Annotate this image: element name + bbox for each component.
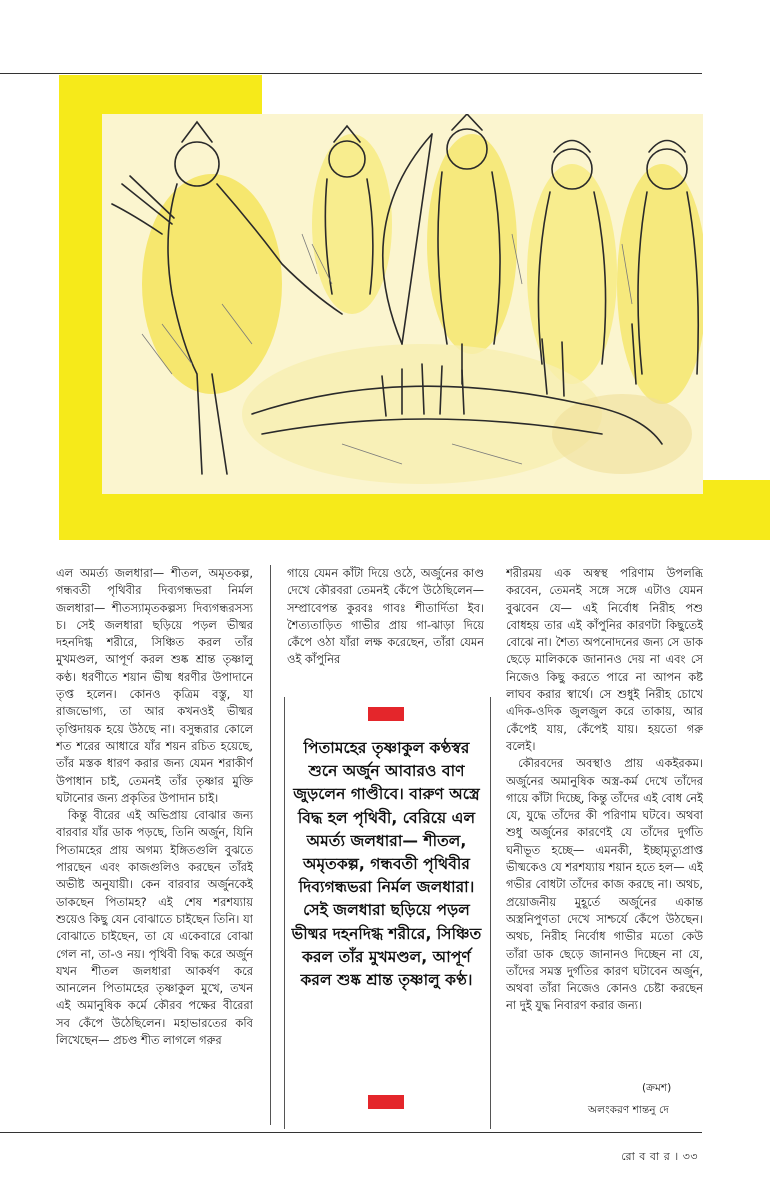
yellow-frame-bottom xyxy=(59,494,770,540)
continued-label: (ক্রমশ) xyxy=(642,1082,672,1094)
mahabharata-illustration xyxy=(102,114,703,494)
illustration-credit: অলংকরণ শান্তনু দে xyxy=(588,1104,669,1116)
article-column-3 xyxy=(506,565,703,1065)
page-footer xyxy=(621,1148,698,1167)
column3-paragraph-2: কৌরবদের অবস্থাও প্রায় একইরকম। অর্জুনের অমানুষিক অস্ত্র-কর্ম দেখে তাঁদের গায়ে কাঁটা দিচ্ছে, কিন্তু তাঁদের এই বোধ নেই যে, যুদ্ধে তাঁদের কী পরিণাম ঘটবে। অথবা শুধু অর্জুনের কারণেই যে তাঁদের দুর্গতি ঘনীভূত হচ্ছে— এমনকী, ইচ্ছামৃত্যুপ্রাপ্ত ভীষ্মকেও যে শরশয্যায় শয়ান হতে হল— এই গভীর বোধটা তাঁদের কাজ করছে না। অথচ, প্রয়োজনীয় মুহূর্তে অর্জুনের একান্ত অস্ত্রনিপুণতা দেখে সাশ্চর্যে কেঁপে উঠছেন। অথচ, নিরীহ নির্বোধ গাভীর মতো কেউ তাঁরা ডাক ছেড়ে জানানও দিচ্ছেন না যে, তাঁদের সমস্ত দুর্গতির কারণ ঘটাবেন অর্জুন, অথবা তাঁরা নিজেও কোনও চেষ্টা করছেন না দুই যুদ্ধ নিবারণ করার জন্য। xyxy=(506,756,703,1013)
column3-paragraph-1: শরীরময় এক অস্বস্থ পরিণাম উপলব্ধি করবেন, তেমনই সঙ্গে সঙ্গে এটাও যেমন বুঝবেন যে— এই নির্বোধ নিরীহ পশু বোধহয় তার এই কাঁপুনির কারণটা কিছুতেই বোঝে না। শৈত্য অপনোদনের জন্য সে ডাক ছেড়ে মালিককে জানানও দেয় না এবং সে নিজেও কিছু করতে পারে না আপন কষ্ট লাঘব করার স্বার্থে। সে শুধুই নিরীহ চোখে এদিক-ওদিক জুলজুল করে তাকায়, আর কেঁপেই যায়, কেঁপেই যায়। হয়তো গরু বলেই। xyxy=(506,566,703,753)
column-divider-1 xyxy=(270,565,271,1125)
article-column-1 xyxy=(56,565,253,1120)
footer-separator: । xyxy=(674,1150,679,1163)
pullquote-text: পিতামহের তৃষ্ণাকুল কণ্ঠস্বর শুনে অর্জুন আবারও বাণ জুড়লেন গাণ্ডীবে। বারুণ অস্ত্রে বিদ্ধ হল পৃথিবী, বেরিয়ে এল অমর্ত্য জলধারা— শীতল, অমৃতকল্প, গন্ধবতী পৃথিবীর দিব্যগন্ধভরা নির্মল জলধারা। সেই জলধারা ছড়িয়ে পড়ল ভীষ্মর দহনদিগ্ধ শরীরে, সিঞ্চিত করল তাঁর মুখমণ্ডল, আপূর্ণ করল শুষ্ক শ্রান্ত তৃষ্ণালু কণ্ঠ। xyxy=(291,739,482,990)
top-rule xyxy=(0,73,702,74)
column1-paragraph-1: এল অমর্ত্য জলধারা— শীতল, অমৃতকল্প, গন্ধবতী পৃথিবীর দিব্যগন্ধভরা নির্মল জলধারা— শীতস্যামৃতকল্পস্য দিব্যগন্ধরসস্য চ। সেই জলধারা ছড়িয়ে পড়ল ভীষ্মর দহনদিগ্ধ শরীরে, সিঞ্চিত করল তাঁর মুখমণ্ডল, আপূর্ণ করল শুষ্ক শ্রান্ত তৃষ্ণালু কণ্ঠ। ধরণীতে শয়ান ভীষ্ম ধরণীর উপাদানে তৃপ্ত হলেন। কোনও কৃত্রিম বস্তু, যা রাজভোগ্য, তা আর কখনওই ভীষ্মর তৃপ্তিদায়ক হয়ে উঠছে না। বসুন্ধরার কোলে শত শরের আধারে যাঁর শয়ন রচিত হয়েছে, তাঁর মস্তক ধারণ করার জন্য যেমন শরাকীর্ণ উপাধান চাই, তেমনই তাঁর তৃষ্ণার মুক্তি ঘটানোর জন্য প্রকৃতির উপাদান চাই। xyxy=(56,566,253,805)
article-column-2 xyxy=(287,565,484,685)
column2-paragraph-1: গায়ে যেমন কাঁটা দিয়ে ওঠে, অর্জুনের কাণ্ড দেখে কৌরবরা তেমনই কেঁপে উঠেছিলেন— সম্প্রাবেপন্ত কুরবঃ গাবঃ শীতার্দিতা ইব। শৈত্যতাড়িত গাভীর প্রায় গা-ঝাড়া দিয়ে কেঁপে ওঠা যাঁরা লক্ষ করেছেন, তাঁরা যেমন ওই কাঁপুনির xyxy=(287,566,484,667)
pullquote-bottom-bar xyxy=(368,1095,404,1109)
bottom-rule xyxy=(0,1132,702,1133)
column1-paragraph-2: কিন্তু বীরের এই অভিপ্রায় বোঝার জন্য বারবার যাঁর ডাক পড়ছে, তিনি অর্জুন, যিনি পিতামহের প্রায় অগম্য ইঙ্গিতগুলি বুঝতে পারছেন এবং কাজগুলিও করছেন তাঁরই অভীষ্ট অনুযায়ী। কেন বারবার অর্জুনকেই ডাকছেন পিতামহ? এই শেষ শরশয্যায় শুয়েও কিছু যেন বোঝাতে চাইছেন তিনি। যা বোঝাতে চাইছেন, তা যে একেবারে বোঝা গেল না, তা-ও নয়। পৃথিবী বিদ্ধ করে অর্জুন যখন শীতল জলধারা আকর্ষণ করে আনলেন পিতামহের তৃষ্ণাকুল মুখে, তখন এই অমানুষিক কর্মে কৌরব পক্ষের বীরেরা সব কেঁপে উঠেছিলেন। মহাভারতের কবি লিখেছেন— প্রচণ্ড শীত লাগলে গরুর xyxy=(56,808,253,1048)
page-number: ৩৩ xyxy=(682,1150,698,1163)
illustration-drawing xyxy=(102,114,703,494)
pullquote-top-bar xyxy=(368,707,404,721)
yellow-frame-left xyxy=(59,75,102,540)
magazine-name: রো ব বা র xyxy=(621,1150,671,1163)
yellow-frame-right-edge xyxy=(703,480,770,540)
